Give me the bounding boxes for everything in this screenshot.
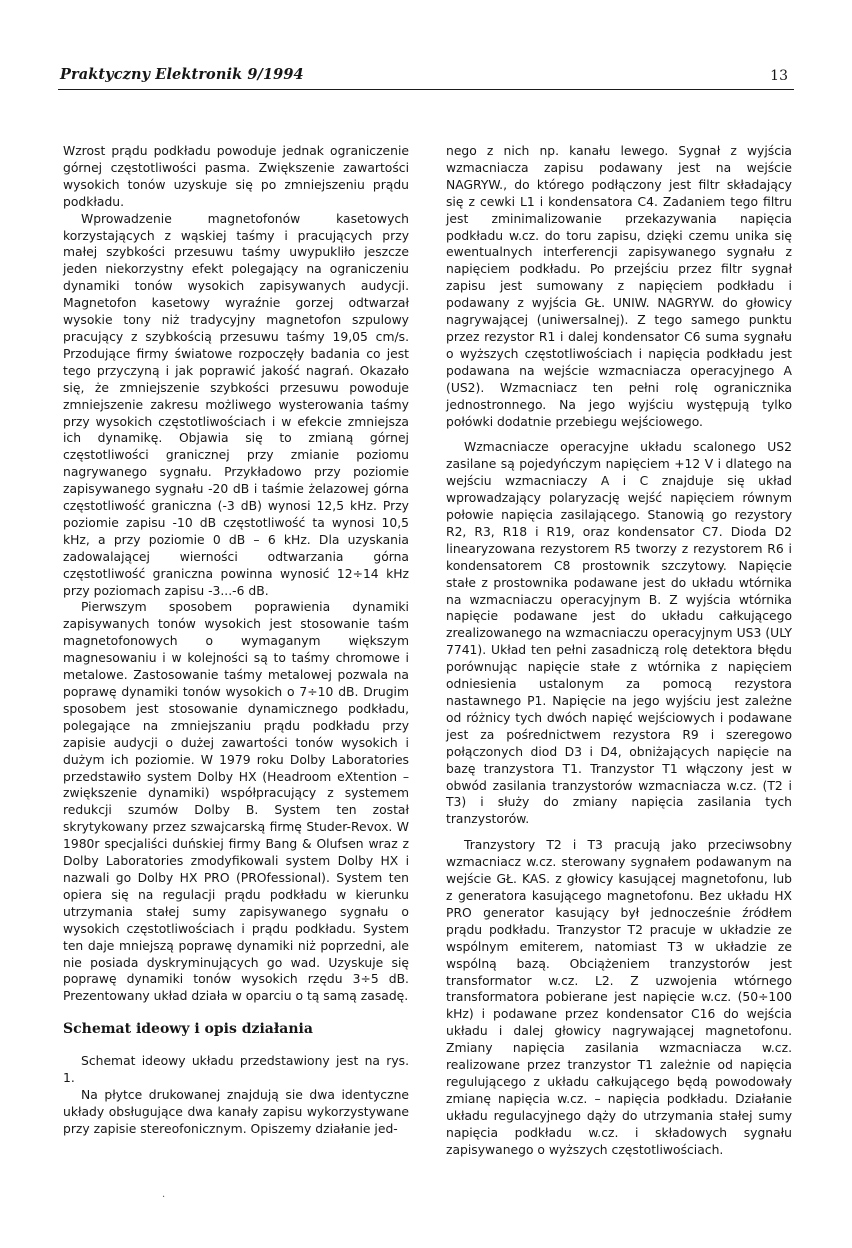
paragraph: nego z nich np. kanału lewego. Sygnał z wyjścia wzmacniacza zapisu podawany jest na wejście NAGRYW., do którego podłączony jest filtr składający się z cewki L1 i kondensatora C4. Zadaniem tego filtru jest zminimalizowanie przekazywania napięcia podkładu w.cz. do toru zapisu, dzięki czemu unika się ewentualnych interferencji zapisywanego sygnału z napięciem podkładu. Po przejściu przez filtr sygnał zapisu jest sumowany z napięciem podkładu i podawany z wyjścia GŁ. UNIW. NAGRYW. do głowicy nagrywającej (uniwersalnej). Z tego samego punktu przez rezystor R1 i dalej kondensator C6 suma sygnału o wyższych częstotliwościach i napięcia podkładu jest podawana na wejście wzmacniacza operacyjnego A (US2). Wzmacniacz ten pełni rolę ogranicznika jednostronnego. Na jego wyjściu występują tylko połówki dodatnie przebiegu wejściowego. <box>446 144 792 429</box>
paragraph: Pierwszym sposobem poprawienia dynamiki zapisywanych tonów wysokich jest stosowanie taśm magnetofonowych o wymaganym większym magnesowaniu i w kolejności są to taśmy chromowe i metalowe. Zastosowanie taśmy metalowej pozwala na poprawę dynamiki tonów wysokich o 7÷10 dB. Drugim sposobem jest stosowanie dynamicznego podkładu, polegające na zmniejszaniu prądu podkładu przy zapisie audycji o dużej zawartości tonów wysokich i dużym ich poziomie. W 1979 roku Dolby Laboratories przedstawiło system Dolby HX (Headroom eXtention – zwiększenie dynamiki) współpracujący z systemem redukcji szumów Dolby B. System ten został skrytykowany przez szwajcarską firmę Studer-Revox. W 1980r specjaliści duńskiej firmy Bang & Olufsen wraz z Dolby Laboratories zmodyfikowali system Dolby HX i nazwali go Dolby HX PRO (PROfessional). System ten opiera się na regulacji prądu podkładu w kierunku utrzymania stałej sumy zapisywanego sygnału o wysokich częstotliwościach i prądu podkładu. System ten daje mniejszą poprawę dynamiki niż poprzedni, ale nie posiada dyskryminujących go wad. Uzyskuje się poprawę dynamiki tonów wysokich rzędu 3÷5 dB. Prezentowany układ działa w oparciu o tą samą zasadę. <box>63 600 409 1004</box>
journal-title: Praktyczny Elektronik 9/1994 <box>60 66 304 83</box>
paragraph: Wzmacniacze operacyjne układu scalonego US2 zasilane są pojedyńczym napięciem +12 V i dlatego na wejściu wzmacniaczy A i C znajduje się układ wprowadzający polaryzację wejść napięciem równym połowie napięcia zasilającego. Stanowią go rezystory R2, R3, R18 i R19, oraz kondensator C7. Dioda D2 linearyzowana rezystorem R5 tworzy z rezystorem R6 i kondensatorem C8 prostownik szczytowy. Napięcie stałe z prostownika podawane jest do układu wtórnika na wzmacniaczu operacyjnym B. Z wyjścia wtórnika napięcie podawane jest do układu całkującego zrealizowanego na wzmacniaczu operacyjnym US3 (ULY 7741). Układ ten pełni zasadniczą rolę detektora błędu porównując napięcie stałe z wtórnika z napięciem odniesienia ustalonym za pomocą rezystora nastawnego P1. Napięcie na jego wyjściu jest zależne od różnicy tych dwóch napięć wejściowych i podawane jest za pośrednictwem rezystora R9 i szeregowo połączonych diod D3 i D4, obniżających napięcie na bazę tranzystora T1. Tranzystor T1 włączony jest w obwód zasilania tranzystorów wzmacniacza w.cz. (T2 i T3) i służy do zmiany napięcia zasilania tych tranzystorów. <box>446 440 792 827</box>
header-rule <box>58 89 794 90</box>
page-header <box>58 66 794 88</box>
paragraph: Na płytce drukowanej znajdują sie dwa identyczne układy obsługujące dwa kanały zapisu wykorzystywane przy zapisie stereofonicznym. Opiszemy działanie jed- <box>63 1088 409 1136</box>
paragraph: Schemat ideowy układu przedstawiony jest na rys. 1. <box>63 1054 409 1086</box>
paragraph: Tranzystory T2 i T3 pracują jako przeciwsobny wzmacniacz w.cz. sterowany sygnałem podawanym na wejście GŁ. KAS. z głowicy kasującej magnetofonu, lub z generatora kasującego magnetofonu. Bez układu HX PRO generator kasujący był jednocześnie źródłem prądu podkładu. Tranzystor T2 pracuje w układzie ze wspólnym emiterem, natomiast T3 w układzie ze wspólną bazą. Obciążeniem tranzystorów jest transformator w.cz. L2. Z uzwojenia wtórnego transformatora pobierane jest napięcie w.cz. (50÷100 kHz) i podawane przez kondensator C16 do wejścia układu i dalej głowicy nagrywającej magnetofonu. Zmiany napięcia zasilania wzmacniacza w.cz. realizowane przez tranzystor T1 zależnie od napięcia regulującego z układu całkującego będą powodowały zmianę napięcia w.cz. – napięcia podkładu. Działanie układu regulacyjnego dąży do utrzymania stałej sumy napięcia podkładu w.cz. i składowych sygnału zapisywanego o wyższych częstotliwościach. <box>446 838 792 1157</box>
paragraph: Wprowadzenie magnetofonów kasetowych korzystających z wąskiej taśmy i pracujących przy małej szybkości przesuwu taśmy uwypukliło jeszcze jeden niekorzystny efekt polegający na ograniczeniu dynamiki tonów wysokich zapisywanych audycji. Magnetofon kasetowy wyraźnie gorzej odtwarzał wysokie tony niż tradycyjny magnetofon szpulowy pracujący z szybkością przesuwu taśmy 19,05 cm/s. Przodujące firmy światowe rozpoczęły badania co jest tego przyczyną i jak poprawić jakość nagrań. Okazało się, że zmniejszenie szybkości przesuwu powoduje zmniejszenie zakresu możliwego wysterowania taśmy przy wysokich częstotliwościach i w efekcie zmniejsza ich dynamikę. Objawia się to zmianą górnej częstotliwości granicznej przy zmianie poziomu nagrywanego sygnału. Przykładowo przy poziomie zapisywanego sygnału -20 dB i taśmie żelazowej górna częstotliwość graniczna (-3 dB) wynosi 12,5 kHz. Przy poziomie zapisu -10 dB częstotliwość ta wynosi 10,5 kHz, a przy poziomie 0 dB – 6 kHz. Dla uzyskania zadowalającej wierności odtwarzania górna częstotliwość graniczna powinna wynosić 12÷14 kHz przy poziomach zapisu -3...-6 dB. <box>63 211 409 598</box>
scan-speck: · <box>162 1192 166 1203</box>
left-column <box>63 143 409 1138</box>
right-column <box>446 143 792 1158</box>
page-number: 13 <box>770 68 788 84</box>
section-heading: Schemat ideowy i opis działania <box>63 1021 313 1038</box>
paragraph: Wzrost prądu podkładu powoduje jednak ograniczenie górnej częstotliwości pasma. Zwiększenie zawartości wysokich tonów uzyskuje się po zmniejszeniu prądu podkładu. <box>63 144 409 209</box>
